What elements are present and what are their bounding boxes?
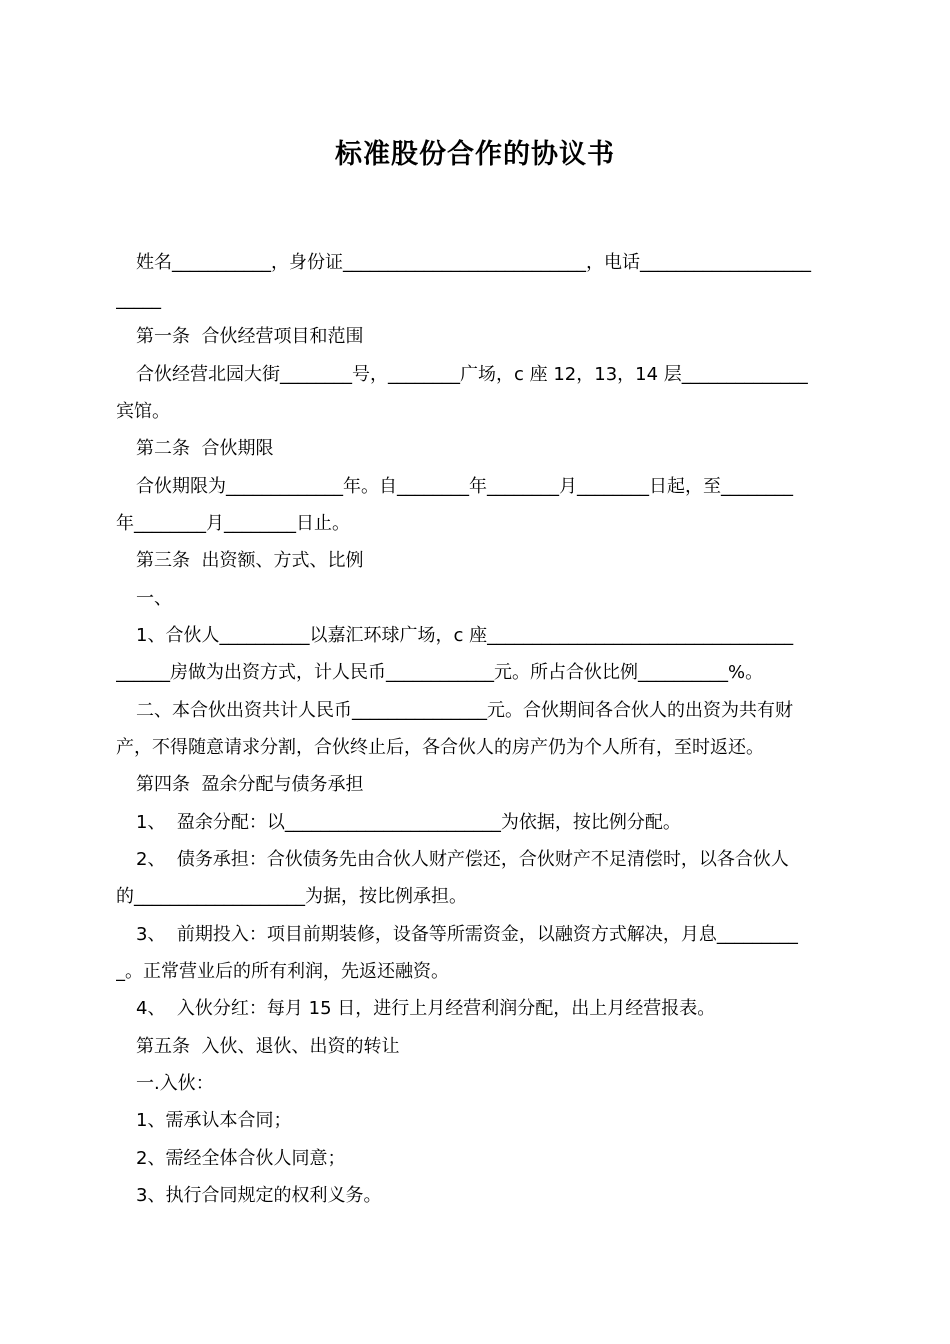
article-4-item-2-continuation: 的___________________为据，按比例承担。 [116,886,467,907]
party-info-line: 姓名___________，身份证___________________________，电话___________________ [136,252,811,273]
article-4-item-2: 2、 债务承担：合伙债务先由合伙人财产偿还，合伙财产不足清偿时，以各合伙人 [136,849,789,870]
article-5-item-3: 3、执行合同规定的权利义务。 [136,1185,382,1206]
article-3-section-2-continuation: 产，不得随意请求分割，合伙终止后，各合伙人的房产仍为个人所有，至时返还。 [116,737,764,758]
article-2-text: 合伙期限为_____________年。自________年________月________日起，至________ [136,476,793,497]
article-5-item-1: 1、需承认本合同； [136,1110,292,1131]
article-4-heading: 第四条 盈余分配与债务承担 [136,774,364,795]
article-1-heading: 第一条 合伙经营项目和范围 [136,326,364,347]
article-5-section-1: 一.入伙： [136,1073,214,1094]
article-5-item-2: 2、需经全体合伙人同意； [136,1148,346,1169]
article-4-item-3-continuation: _。正常营业后的所有利润，先返还融资。 [116,961,449,982]
party-info-continuation: _____ [116,289,161,310]
article-3-heading: 第三条 出资额、方式、比例 [136,550,364,571]
article-1-text: 合伙经营北园大街________号，________广场，c 座 12，13，14 层______________ [136,364,808,385]
article-5-heading: 第五条 入伙、退伙、出资的转让 [136,1036,400,1057]
article-3-section-1: 一、 [136,588,172,609]
article-4-item-1: 1、 盈余分配：以________________________为依据，按比例分配。 [136,812,681,833]
article-1-text-continuation: 宾馆。 [116,401,170,422]
article-3-section-2: 二、本合伙出资共计人民币_______________元。合伙期间各合伙人的出资为共有财 [136,700,793,721]
article-3-item-1: 1、合伙人__________以嘉汇环球广场，c 座__________________________________ [136,625,794,646]
document-title: 标准股份合作的协议书 [335,139,615,170]
article-2-text-continuation: 年________月________日止。 [116,513,350,534]
article-2-heading: 第二条 合伙期限 [136,438,274,459]
article-3-item-1-continuation: ______房做为出资方式，计人民币____________元。所占合伙比例__________%。 [116,662,764,683]
article-4-item-3: 3、 前期投入：项目前期装修，设备等所需资金，以融资方式解决，月息_________ [136,924,798,945]
article-4-item-4: 4、 入伙分红：每月 15 日，进行上月经营利润分配，出上月经营报表。 [136,998,716,1019]
